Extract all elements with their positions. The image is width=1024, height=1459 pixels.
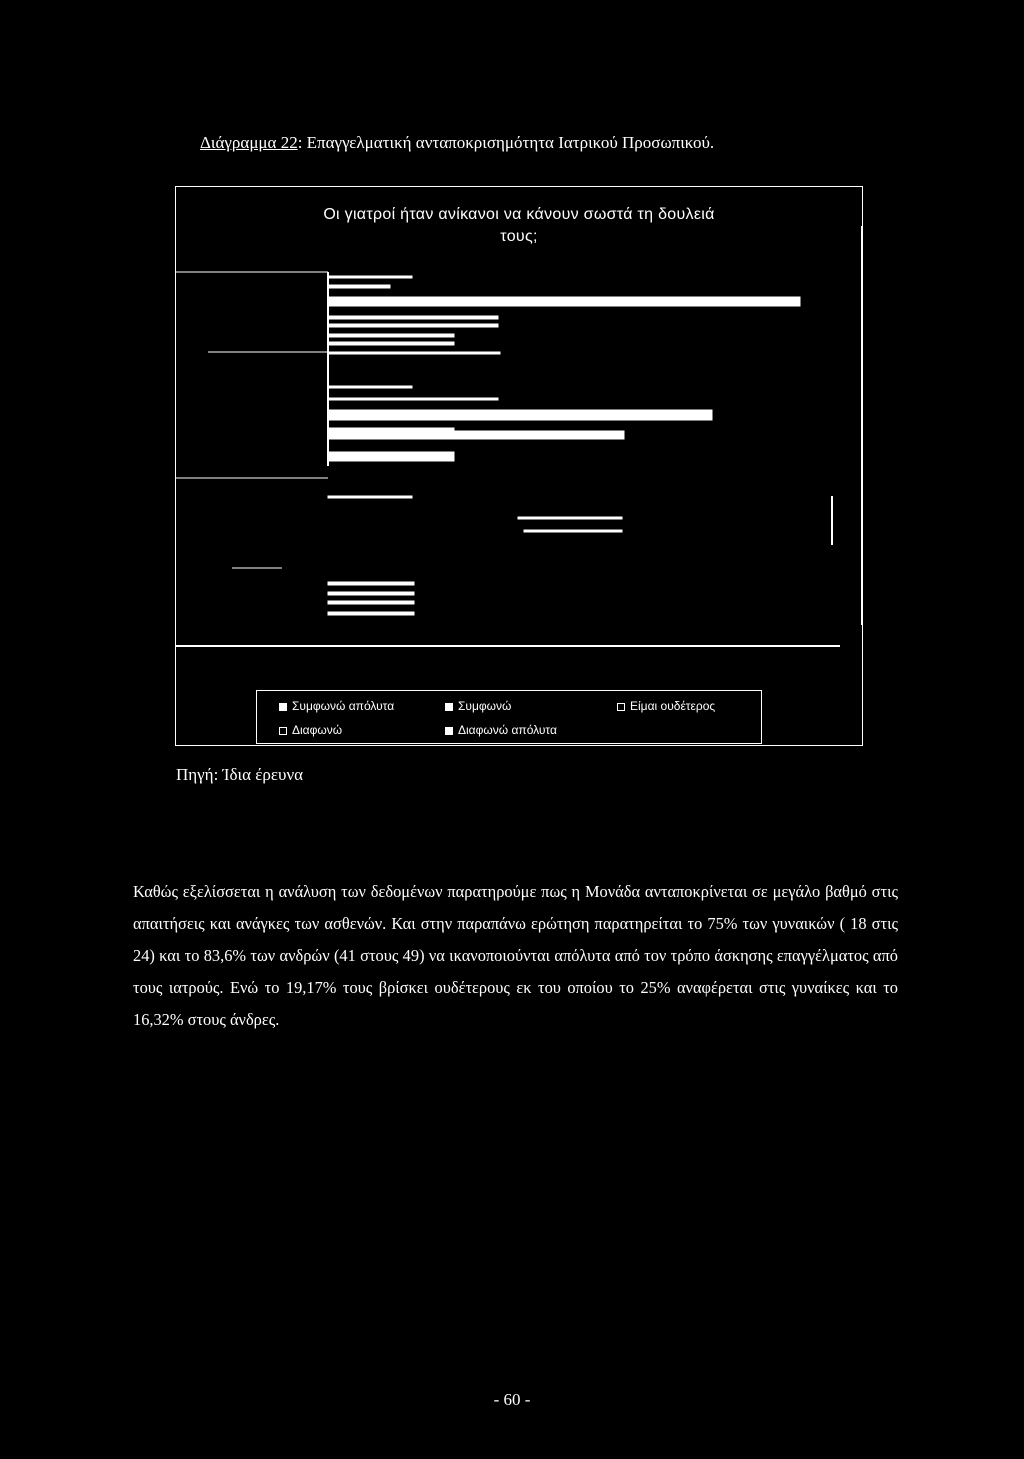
bar (328, 334, 454, 337)
bar (328, 316, 498, 319)
legend-swatch (617, 703, 625, 711)
chart-title-line-1: Οι γιατροί ήταν ανίκανοι να κάνουν σωστά τη δουλειά (323, 206, 715, 223)
bar (328, 276, 412, 278)
legend-item (617, 699, 715, 713)
legend-label: Συμφωνώ απόλυτα (292, 699, 395, 713)
bar (328, 297, 800, 306)
bar (328, 592, 414, 595)
bar (328, 398, 498, 400)
legend-label: Διαφωνώ απόλυτα (458, 723, 557, 737)
legend-item (445, 723, 557, 737)
bar (328, 324, 498, 327)
bar (328, 496, 412, 498)
bar (518, 517, 622, 519)
chart-legend (256, 690, 762, 744)
bar (328, 612, 414, 615)
legend-swatch (445, 727, 453, 735)
bar (328, 386, 412, 388)
bar (328, 428, 454, 430)
source-note: Πηγή: Ίδια έρευνα (176, 765, 304, 784)
bar (328, 452, 454, 461)
bar (328, 601, 414, 604)
legend-label: Είμαι ουδέτερος (630, 699, 716, 713)
bar (524, 530, 622, 532)
legend-swatch (445, 703, 453, 711)
bar (328, 431, 624, 439)
legend-item (445, 699, 511, 713)
legend-swatch (279, 727, 287, 735)
body-paragraph: Καθώς εξελίσσεται η ανάλυση των δεδομένων παρατηρούμε πως η Μονάδα ανταποκρίνεται σε μεγάλο βαθμό στις απαιτήσεις και ανάγκες των ασθενών. Και στην παραπάνω ερώτηση παρατηρείται το 75% των γυναικών ( 18 στις 24) και το 83,6% των ανδρών (41 στους 49) να ικανοποιούνται απόλυτα από τον τρόπο άσκησης επαγγέλματος από τους ιατρούς. Ενώ το 19,17% τους βρίσκει ουδέτερους εκ του οποίου το 25% αναφέρεται στις γυναίκες και το 16,32% στους άνδρες. (133, 882, 898, 1029)
bar (328, 410, 712, 420)
figure-caption-text: : Επαγγελματική ανταποκρισημότητα Ιατρικού Προσωπικού. (297, 133, 715, 152)
legend-label: Διαφωνώ (292, 723, 343, 737)
legend-label: Συμφωνώ (458, 699, 512, 713)
page-number: - 60 - (493, 1390, 531, 1409)
legend-item (279, 699, 394, 713)
bar (328, 285, 390, 288)
bar (328, 352, 500, 354)
bar (328, 342, 454, 345)
figure-number: Διάγραμμα 22 (200, 133, 298, 152)
chart-title-line-2: τους; (500, 228, 538, 245)
legend-item (279, 723, 342, 737)
bar (328, 582, 414, 585)
legend-swatch (279, 703, 287, 711)
